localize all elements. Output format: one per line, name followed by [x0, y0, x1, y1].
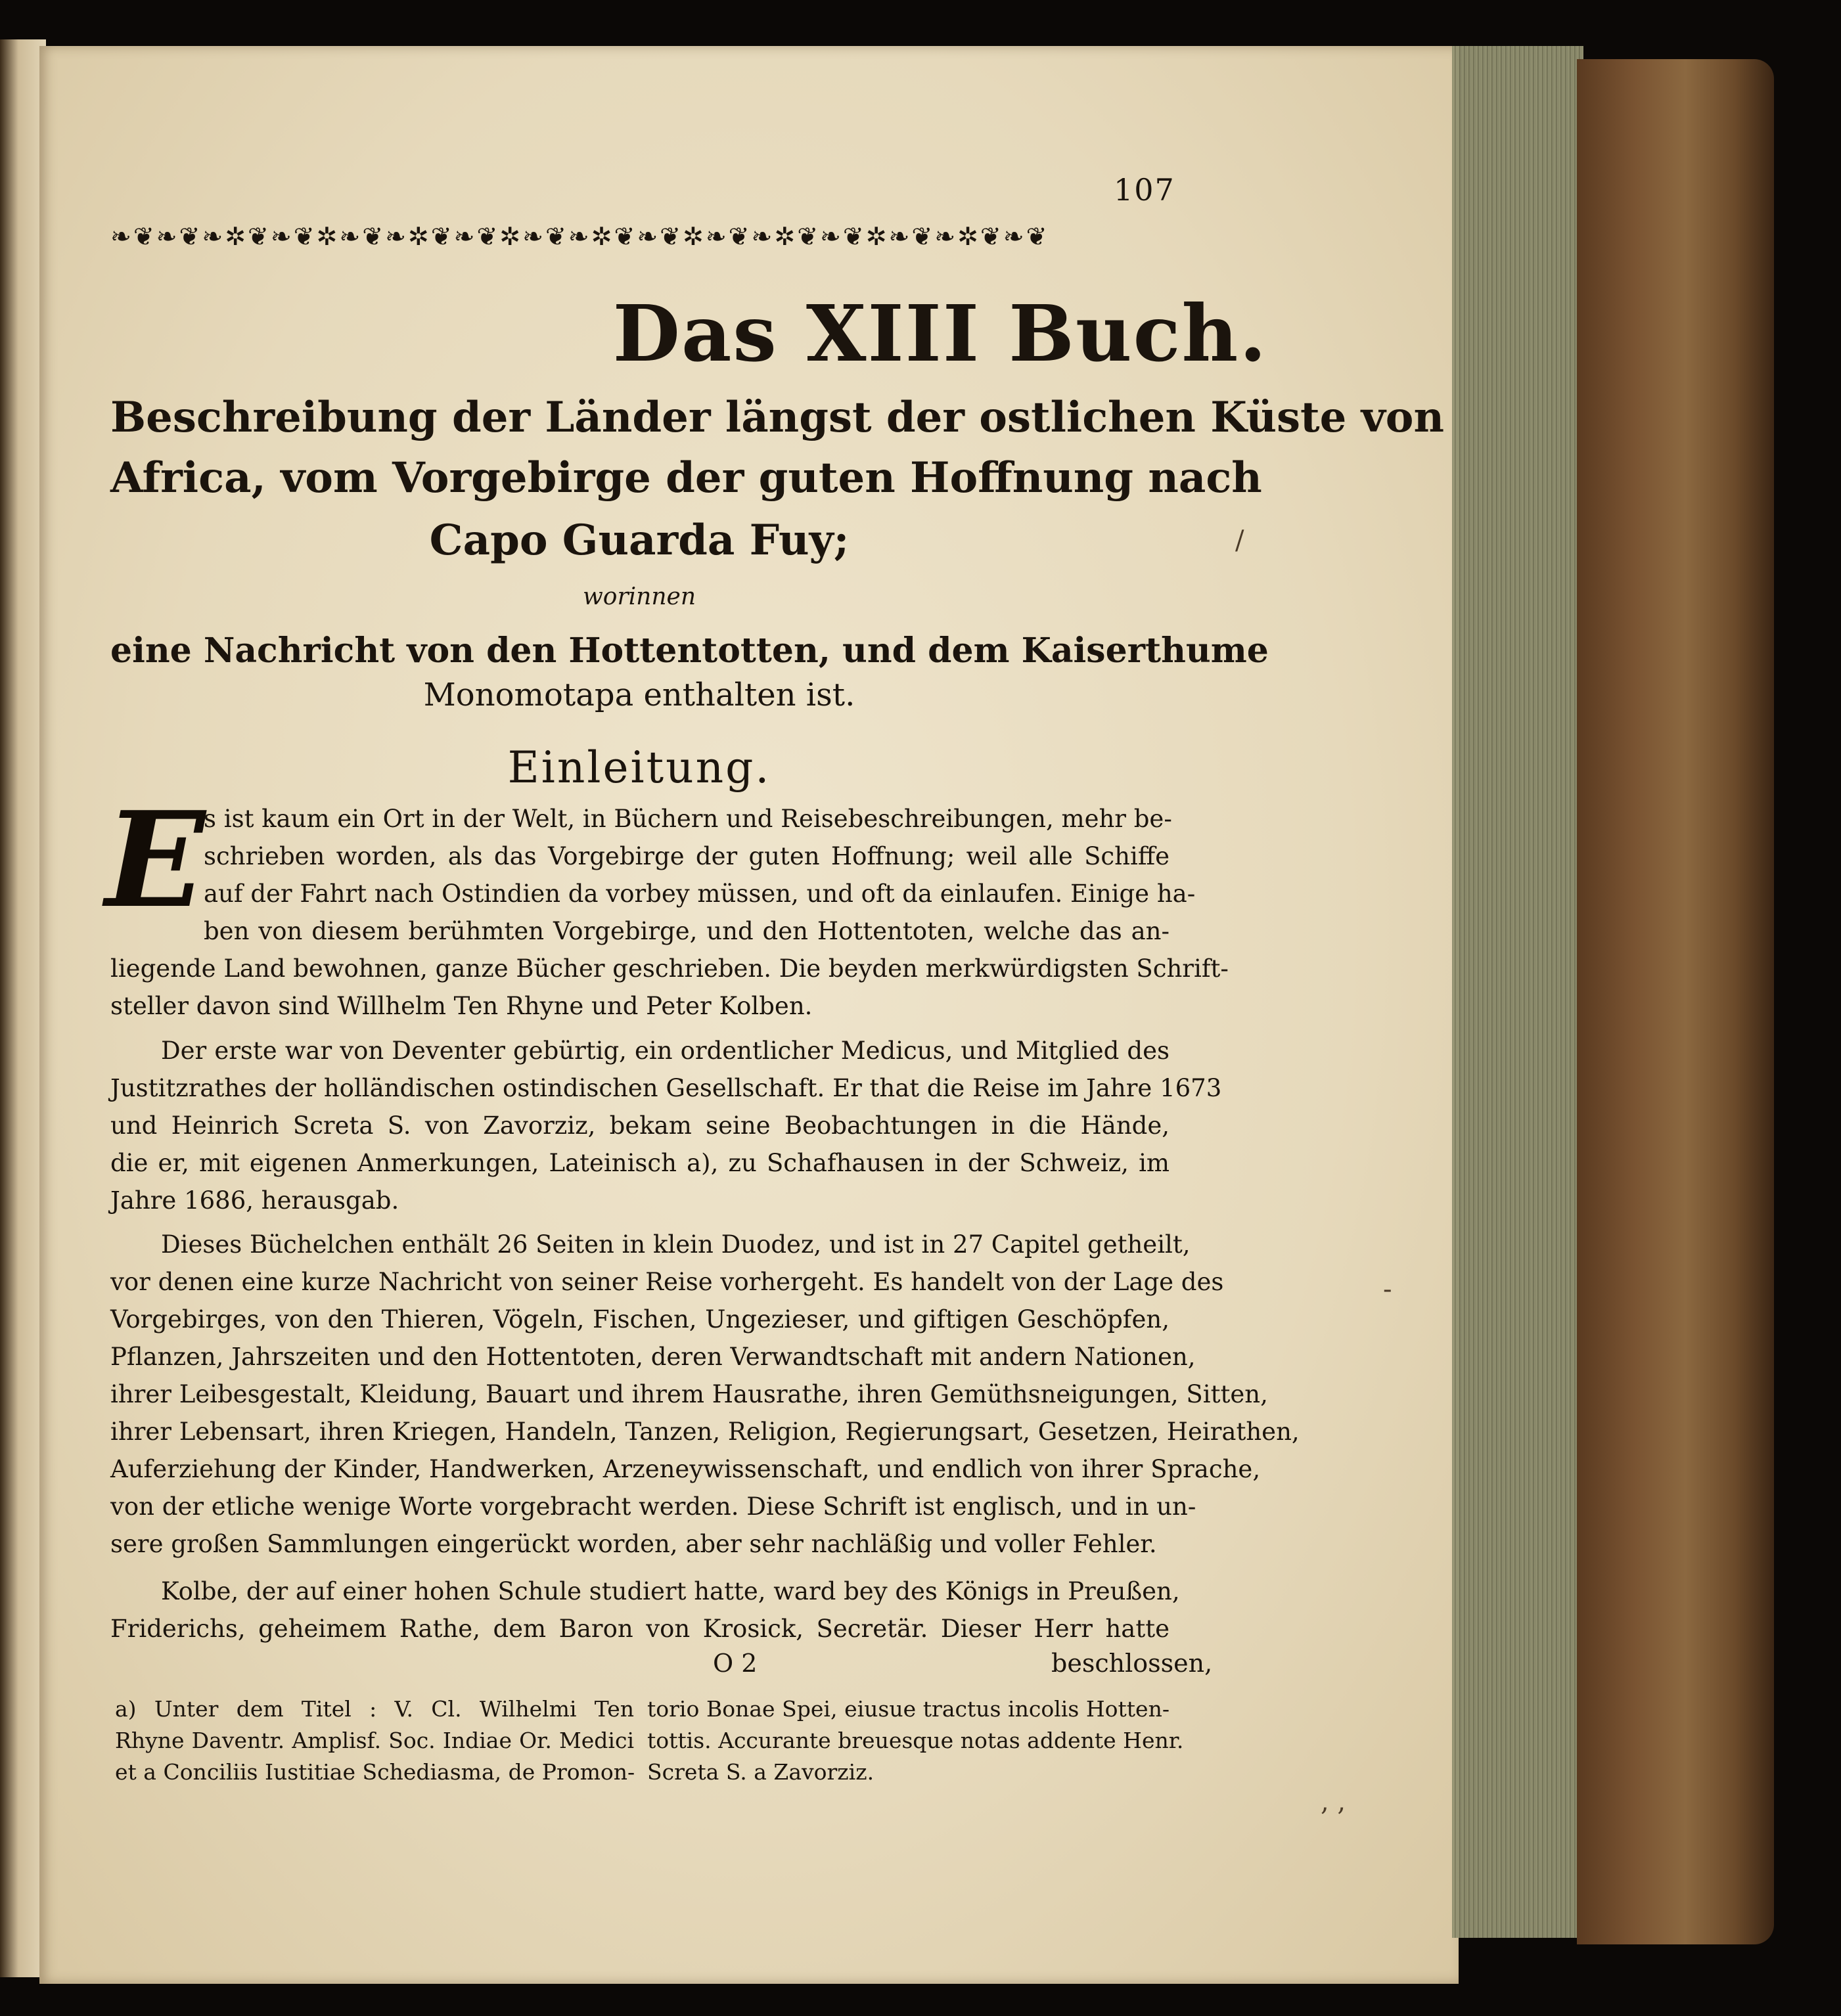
text-line: liegende Land bewohnen, ganze Bücher geschrieben. Die beyden merkwürdigsten Schrift-: [110, 954, 1229, 983]
pencil-mark: /: [1235, 526, 1244, 556]
description-line: Monomotapa enthalten ist.: [423, 677, 855, 713]
pencil-mark: , ,: [1321, 1787, 1346, 1817]
catchword: beschlossen,: [1051, 1649, 1213, 1678]
text-line: Kolbe, der auf einer hohen Schule studiert hatte, ward bey des Königs in Preußen,: [161, 1577, 1180, 1605]
text-line: schrieben worden, als das Vorgebirge der guten Hoffnung; weil alle Schiffe: [204, 842, 1170, 870]
text-line: auf der Fahrt nach Ostindien da vorbey müssen, und oft da einlaufen. Einige ha-: [204, 880, 1196, 908]
text-line: sere großen Sammlungen eingerückt worden, aber sehr nachläßig und voller Fehler.: [110, 1530, 1157, 1558]
description-line: eine Nachricht von den Hottentotten, und dem Kaiserthume: [110, 631, 1269, 671]
text-line: Friderichs, geheimem Rathe, dem Baron von Krosick, Secretär. Dieser Herr hatte: [110, 1615, 1170, 1643]
text-line: Der erste war von Deventer gebürtig, ein ordentlicher Medicus, und Mitglied des: [161, 1037, 1170, 1065]
text-line: vor denen eine kurze Nachricht von seiner Reise vorhergeht. Es handelt von der Lage des: [110, 1268, 1224, 1296]
text-line: steller davon sind Willhelm Ten Rhyne und Peter Kolben.: [110, 992, 813, 1020]
text-line: Jahre 1686, herausgab.: [110, 1186, 399, 1215]
worinnen-text: worinnen: [582, 583, 696, 610]
footnote-line: torio Bonae Spei, eiusue tractus incolis Hotten-: [647, 1696, 1170, 1722]
text-line: Auferziehung der Kinder, Handwerken, Arzeneywissenschaft, und endlich von ihrer Sprache,: [110, 1455, 1261, 1483]
text-line: ihrer Leibesgestalt, Kleidung, Bauart und ihrem Hausrathe, ihren Gemüthsneigungen, Sitten,: [110, 1380, 1268, 1408]
text-line: die er, mit eigenen Anmerkungen, Lateinisch a), zu Schafhausen in der Schweiz, im: [110, 1149, 1170, 1177]
pencil-mark: -: [1383, 1274, 1392, 1305]
text-line: s ist kaum ein Ort in der Welt, in Büchern und Reisebeschreibungen, mehr be-: [204, 805, 1172, 833]
subtitle-line: Capo Guarda Fuy;: [429, 516, 850, 565]
text-line: Justitzrathes der holländischen ostindischen Gesellschaft. Er that die Reise im Jahre 1673: [110, 1074, 1222, 1102]
text-line: Vorgebirges, von den Thieren, Vögeln, Fischen, Ungezieser, und giftigen Geschöpfen,: [110, 1305, 1170, 1333]
drop-cap: E: [105, 783, 206, 937]
footnote-line: tottis. Accurante breuesque notas addente Henr.: [647, 1728, 1184, 1753]
footnote-line: et a Conciliis Iustitiae Schediasma, de Promon-: [115, 1759, 635, 1785]
subtitle-line: Africa, vom Vorgebirge der guten Hoffnung nach: [110, 453, 1262, 503]
book-title: Das XIII Buch.: [612, 288, 1268, 379]
footnote-line: Screta S. a Zavorziz.: [647, 1759, 875, 1785]
footnote-line: Rhyne Daventr. Amplisf. Soc. Indiae Or. Medici: [115, 1728, 634, 1753]
text-line: ihrer Lebensart, ihren Kriegen, Handeln, Tanzen, Religion, Regierungsart, Gesetzen, Heirathen,: [110, 1418, 1300, 1446]
text-line: ben von diesem berühmten Vorgebirge, und den Hottentoten, welche das an-: [204, 917, 1170, 945]
printer-signature: O 2: [713, 1649, 758, 1678]
ornament-border: ❧❦❧❦❧✲❦❧❦✲❧❦❧✲❦❧❦✲❧❦❧✲❦❧❦✲❧❦❧✲❦❧❦✲❧❦❧✲❦❧❦: [110, 222, 1049, 251]
footnote-line: a) Unter dem Titel : V. Cl. Wilhelmi Ten: [115, 1696, 634, 1722]
text-line: und Heinrich Screta S. von Zavorziz, bekam seine Beobachtungen in die Hände,: [110, 1111, 1170, 1140]
subtitle-line: Beschreibung der Länder längst der ostlichen Küste von: [110, 393, 1444, 442]
text-line: Dieses Büchelchen enthält 26 Seiten in klein Duodez, und ist in 27 Capitel getheilt,: [161, 1230, 1191, 1259]
page-number: 107: [1114, 172, 1175, 208]
text-line: von der etliche wenige Worte vorgebracht werden. Diese Schrift ist englisch, und in un-: [110, 1492, 1196, 1521]
section-heading: Einleitung.: [507, 742, 771, 793]
text-line: Pflanzen, Jahrszeiten und den Hottentoten, deren Verwandtschaft mit andern Nationen,: [110, 1343, 1196, 1371]
